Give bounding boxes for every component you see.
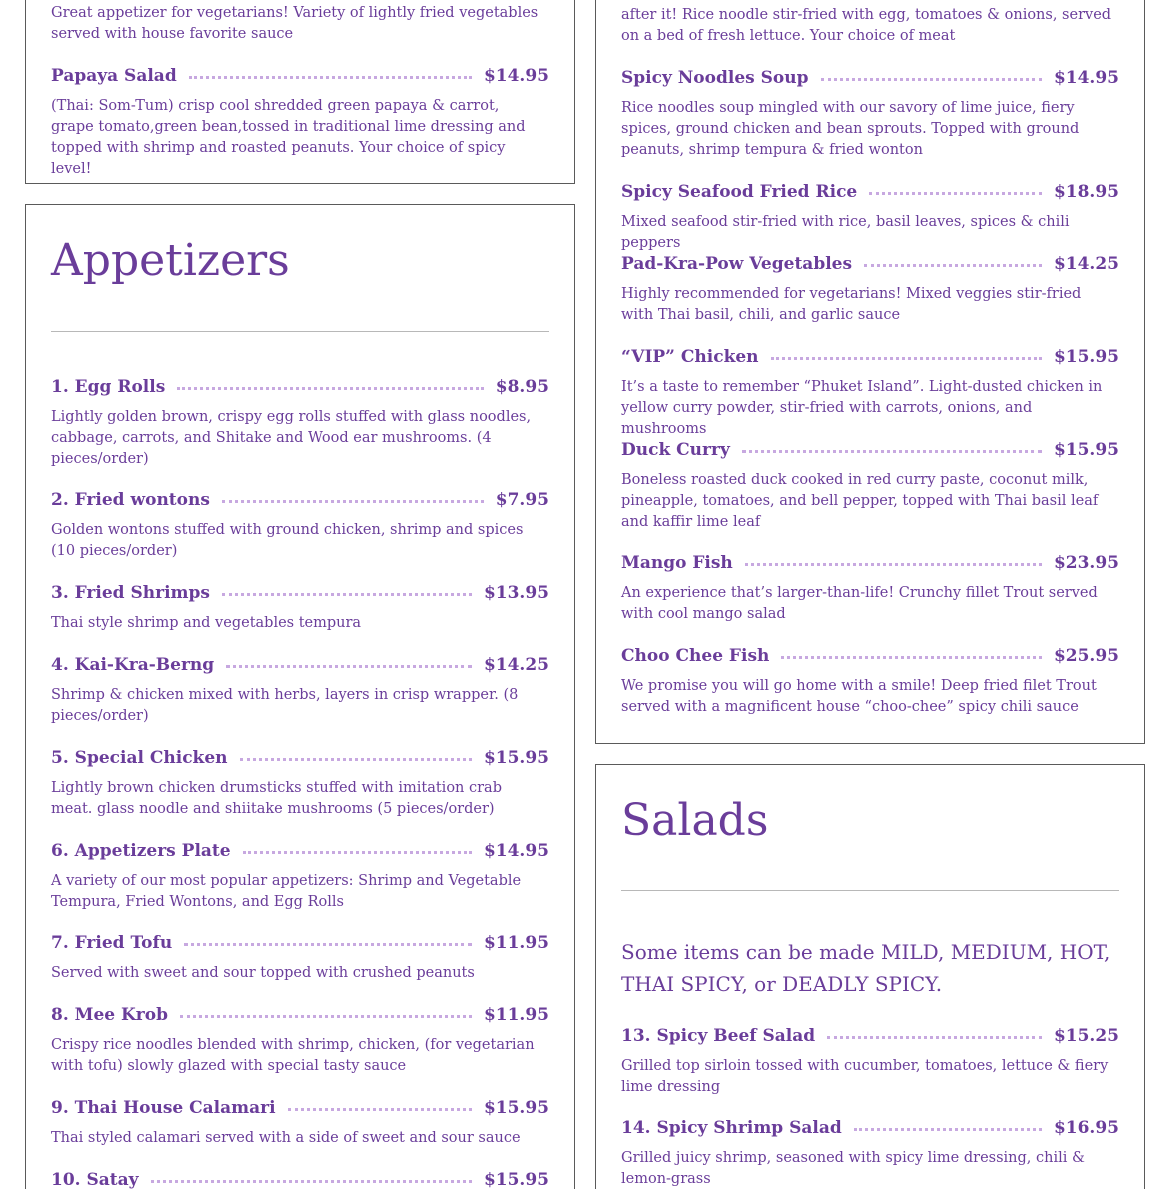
- item-name: 1. Egg Rolls: [51, 377, 166, 397]
- item-name: 7. Fried Tofu: [51, 933, 173, 953]
- menu-item: [621, 438, 1119, 533]
- item-name: 6. Appetizers Plate: [51, 841, 231, 861]
- item-name: “VIP” Chicken: [621, 347, 759, 367]
- item-name: Pad-Kra-Pow Vegetables: [621, 254, 853, 274]
- menu-item: [621, 345, 1119, 440]
- item-description: A variety of our most popular appetizers: Shrimp and Vegetable Tempura, Fried Wontons, and Egg Rolls: [51, 873, 522, 910]
- dotted-leader: [827, 1036, 1042, 1039]
- item-name: 10. Satay: [51, 1170, 139, 1189]
- item-name: Mango Fish: [621, 553, 733, 573]
- dotted-leader: [288, 1108, 472, 1111]
- menu-item: [51, 581, 549, 634]
- menu-item: [621, 252, 1119, 326]
- section-title: Salads: [621, 795, 769, 846]
- dotted-leader: [864, 264, 1042, 267]
- section-divider: [51, 331, 549, 332]
- item-name: 9. Thai House Calamari: [51, 1098, 276, 1118]
- item-price: $14.25: [483, 655, 549, 675]
- item-description: Thai styled calamari served with a side of sweet and sour sauce: [51, 1130, 521, 1146]
- item-name: Duck Curry: [621, 440, 730, 460]
- item-price: $13.95: [483, 583, 549, 603]
- dotted-leader: [771, 357, 1042, 360]
- menu-item: [51, 1168, 549, 1189]
- dotted-leader: [226, 665, 472, 668]
- dotted-leader: [742, 450, 1042, 453]
- item-description: It’s a taste to remember “Phuket Island”. Light-dusted chicken in yellow curry powder, stir-fried with carrots, onions, and mushrooms: [621, 379, 1103, 437]
- item-price: $15.95: [1053, 347, 1119, 367]
- item-name: Spicy Noodles Soup: [621, 68, 809, 88]
- item-name: 3. Fried Shrimps: [51, 583, 210, 603]
- item-price: $14.95: [1053, 68, 1119, 88]
- item-description: Thai style shrimp and vegetables tempura: [51, 615, 362, 631]
- dotted-leader: [781, 656, 1042, 659]
- dotted-leader: [745, 563, 1042, 566]
- dotted-leader: [243, 851, 472, 854]
- dotted-leader: [151, 1180, 472, 1183]
- dotted-leader: [821, 78, 1042, 81]
- menu-item: [621, 66, 1119, 161]
- item-description: Highly recommended for vegetarians! Mixed veggies stir-fried with Thai basil, chili, and garlic sauce: [621, 286, 1082, 323]
- item-description: Golden wontons stuffed with ground chicken, shrimp and spices (10 pieces/order): [51, 522, 524, 559]
- spice-level-note: Some items can be made MILD, MEDIUM, HOT, THAI SPICY, or DEADLY SPICY.: [621, 940, 1111, 996]
- item-name: Spicy Seafood Fried Rice: [621, 182, 858, 202]
- left-top-menu-card: [25, 0, 575, 184]
- item-description: Rice noodles soup mingled with our savory of lime juice, fiery spices, ground chicken and bean sprouts. Topped with ground peanuts, shrimp tempura & fried wonton: [621, 100, 1080, 158]
- item-description: Shrimp & chicken mixed with herbs, layers in crisp wrapper. (8 pieces/order): [51, 687, 519, 724]
- dotted-leader: [854, 1128, 1042, 1131]
- menu-item: [51, 839, 549, 913]
- item-price: $7.95: [495, 490, 549, 510]
- menu-item-papaya-salad: [51, 64, 549, 180]
- item-price: $14.25: [1053, 254, 1119, 274]
- item-price: $15.95: [483, 1098, 549, 1118]
- dotted-leader: [184, 943, 472, 946]
- menu-item: [621, 551, 1119, 625]
- menu-item: [621, 1024, 1119, 1098]
- item-name: Choo Chee Fish: [621, 646, 770, 666]
- item-description: Lightly golden brown, crispy egg rolls stuffed with glass noodles, cabbage, carrots, and Shitake and Wood ear mushrooms. (4 pieces/order): [51, 409, 532, 467]
- dotted-leader: [869, 192, 1042, 195]
- menu-item: [51, 746, 549, 820]
- item-price: $18.95: [1053, 182, 1119, 202]
- item-name: 13. Spicy Beef Salad: [621, 1026, 816, 1046]
- item-price: $15.95: [483, 1170, 549, 1189]
- right-top-menu-card: [595, 0, 1145, 744]
- item-name: 8. Mee Krob: [51, 1005, 168, 1025]
- salads-menu-card: [595, 764, 1145, 1189]
- item-price: $25.95: [1053, 646, 1119, 666]
- appetizers-menu-card: [25, 204, 575, 1189]
- item-description: Grilled juicy shrimp, seasoned with spicy lime dressing, chili & lemon-grass: [621, 1150, 1085, 1187]
- menu-item: [621, 1116, 1119, 1189]
- dotted-leader: [180, 1015, 472, 1018]
- item-name: 4. Kai-Kra-Berng: [51, 655, 215, 675]
- section-divider: [621, 890, 1119, 891]
- item-price: $14.95: [483, 841, 549, 861]
- dotted-leader: [240, 758, 472, 761]
- menu-item: [51, 931, 549, 984]
- item-description: Grilled top sirloin tossed with cucumber, tomatoes, lettuce & fiery lime dressing: [621, 1058, 1109, 1095]
- item-price: $15.95: [483, 748, 549, 768]
- item-description: Boneless roasted duck cooked in red curry paste, coconut milk, pineapple, tomatoes, and bell pepper, topped with Thai basil leaf and kaffir lime leaf: [621, 472, 1099, 530]
- item-name: 14. Spicy Shrimp Salad: [621, 1118, 842, 1138]
- item-description: Crispy rice noodles blended with shrimp, chicken, (for vegetarian with tofu) slowly glazed with special tasty sauce: [51, 1037, 535, 1074]
- item-price: $11.95: [483, 1005, 549, 1025]
- menu-item: [51, 653, 549, 727]
- item-price: $11.95: [483, 933, 549, 953]
- item-description: Lightly brown chicken drumsticks stuffed with imitation crab meat. glass noodle and shiitake mushrooms (5 pieces/order): [51, 780, 502, 817]
- item-description: Mixed seafood stir-fried with rice, basil leaves, spices & chili peppers: [621, 214, 1070, 251]
- menu-item: [51, 1003, 549, 1077]
- item-name: Papaya Salad: [51, 66, 177, 86]
- item-description: Great appetizer for vegetarians! Variety of lightly fried vegetables served with house favorite sauce: [51, 5, 539, 42]
- item-price: $15.95: [1053, 440, 1119, 460]
- item-description: (Thai: Som-Tum) crisp cool shredded green papaya & carrot, grape tomato,green bean,tossed in traditional lime dressing and topped with shrimp and roasted peanuts. Your choice of spicy level!: [51, 98, 526, 177]
- item-price: $8.95: [495, 377, 549, 397]
- dotted-leader: [189, 76, 472, 79]
- dotted-leader: [222, 500, 484, 503]
- item-price: $16.95: [1053, 1118, 1119, 1138]
- item-price: $23.95: [1053, 553, 1119, 573]
- item-name: 2. Fried wontons: [51, 490, 210, 510]
- section-title: Appetizers: [51, 235, 290, 286]
- item-name: 5. Special Chicken: [51, 748, 228, 768]
- menu-item: [51, 488, 549, 562]
- item-price: $14.95: [483, 66, 549, 86]
- menu-item: [621, 180, 1119, 254]
- item-description: Served with sweet and sour topped with crushed peanuts: [51, 965, 475, 981]
- item-description: after it! Rice noodle stir-fried with egg, tomatoes & onions, served on a bed of fresh lettuce. Your choice of meat: [621, 7, 1112, 44]
- dotted-leader: [177, 387, 483, 390]
- dotted-leader: [222, 593, 472, 596]
- item-description: An experience that’s larger-than-life! Crunchy fillet Trout served with cool mango salad: [621, 585, 1098, 622]
- item-price: $15.25: [1053, 1026, 1119, 1046]
- item-description: We promise you will go home with a smile! Deep fried filet Trout served with a magnificent house “choo-chee” spicy chili sauce: [621, 678, 1097, 715]
- menu-item: [621, 644, 1119, 718]
- menu-item: [51, 375, 549, 470]
- menu-item: [51, 1096, 549, 1149]
